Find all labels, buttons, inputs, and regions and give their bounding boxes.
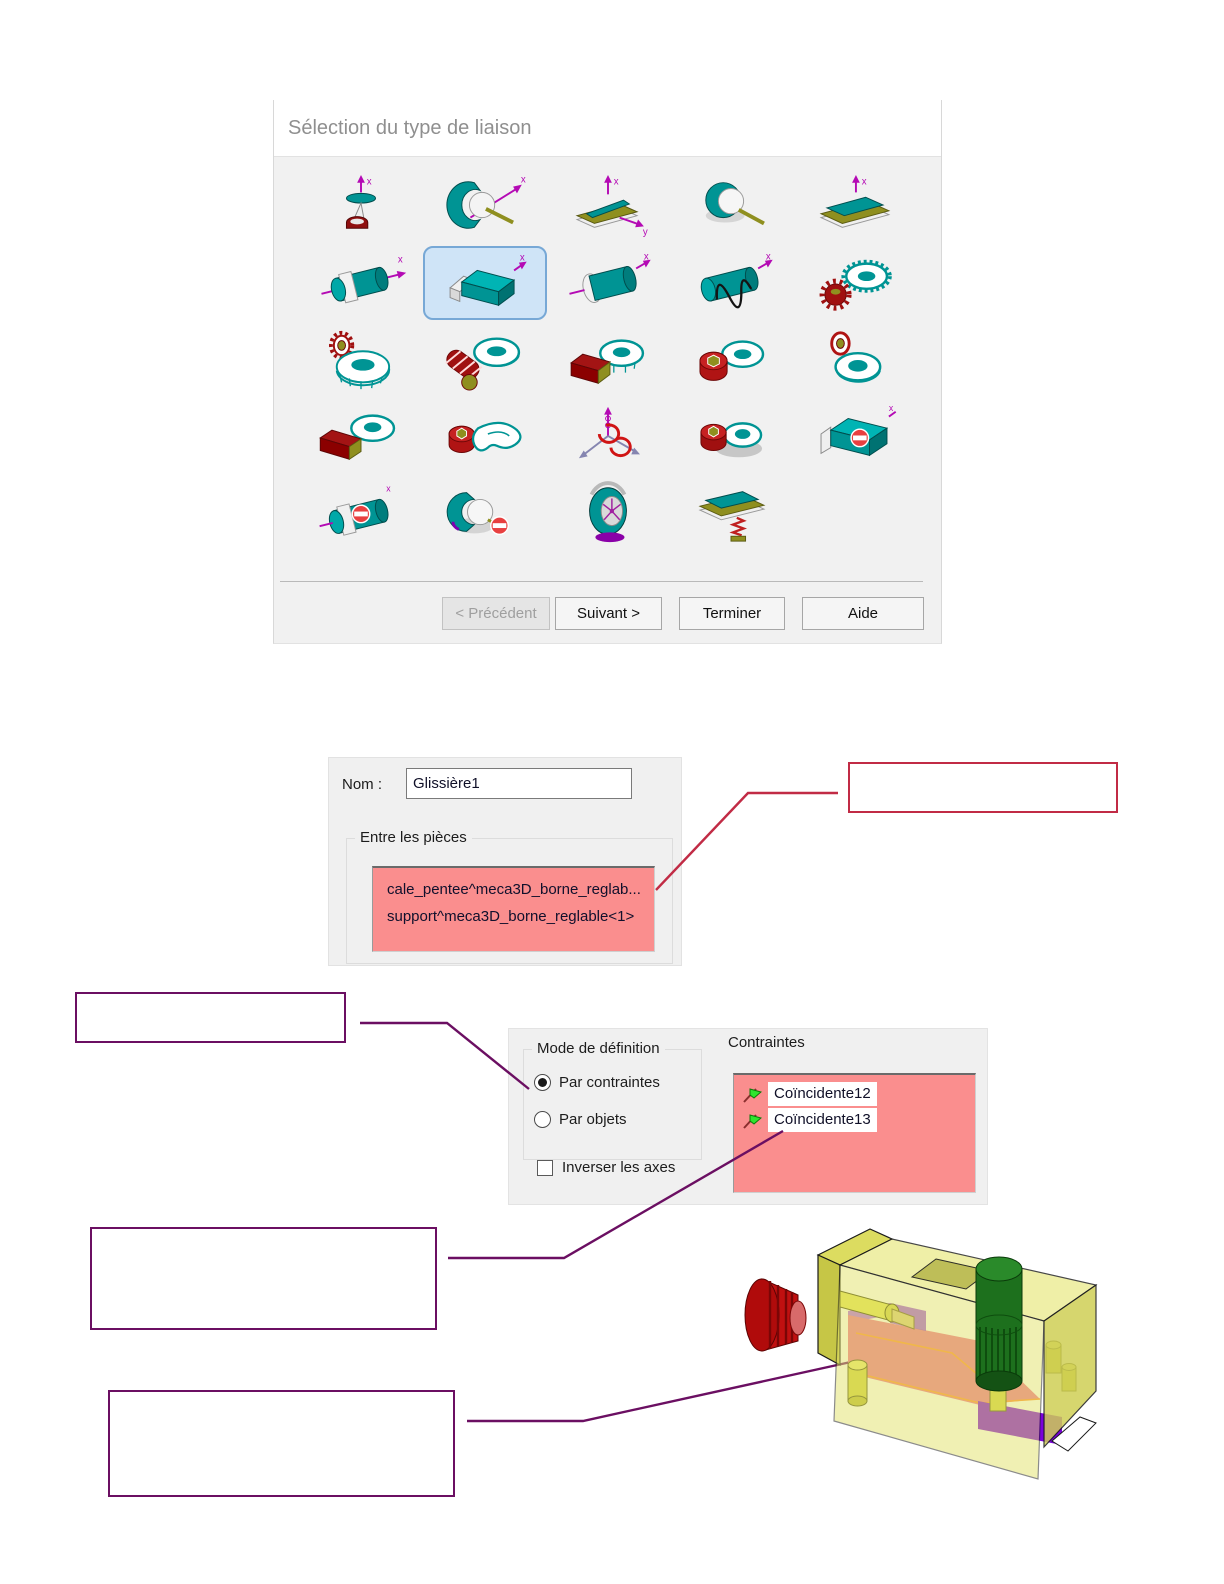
- name-label: Nom :: [342, 776, 383, 793]
- annotation-box-purple-2: [90, 1227, 437, 1330]
- constraint-item[interactable]: [742, 1081, 975, 1107]
- invert-axes-row[interactable]: [537, 1159, 675, 1176]
- link-name-panel: [328, 757, 682, 966]
- svg-text:x: x: [613, 176, 619, 188]
- tile-bevel-gear-pair[interactable]: [300, 324, 422, 396]
- line-contact-joint-icon: [558, 173, 658, 237]
- annotation-box-red: [848, 762, 1118, 813]
- tile-roller-joint[interactable]: [793, 324, 915, 396]
- svg-text:x: x: [521, 174, 526, 186]
- constraint-name[interactable]: Coïncidente13: [768, 1108, 877, 1132]
- worm-gear-pair-icon: [434, 328, 534, 392]
- previous-button[interactable]: < Précédent: [442, 597, 550, 630]
- elastic-support-icon: [681, 481, 781, 545]
- radio-par-objets-label: Par objets: [559, 1111, 627, 1128]
- cam-joint-icon: [681, 328, 781, 392]
- prismatic-joint-icon: [435, 251, 535, 315]
- composite-joint-icon: [558, 403, 658, 467]
- gear-pair-icon: [804, 251, 904, 315]
- wizard-title: Sélection du type de liaison: [274, 100, 941, 157]
- mode-groupbox: [523, 1040, 702, 1160]
- rack-and-pinion-icon: [558, 328, 658, 392]
- constraints-label: Contraintes: [728, 1034, 805, 1051]
- icon-row-4: [300, 397, 915, 473]
- pieces-groupbox: [346, 829, 673, 964]
- liaison-wizard-dialog: [273, 100, 942, 644]
- tile-elastic-support[interactable]: [670, 477, 792, 549]
- tile-rack-and-pinion[interactable]: [547, 324, 669, 396]
- locked-prismatic-joint-icon: [804, 403, 904, 467]
- tile-annular-linear-joint[interactable]: [423, 169, 545, 241]
- planar-joint-icon: [804, 173, 904, 237]
- tile-empty: [793, 477, 915, 549]
- green-cylinder: [976, 1257, 1022, 1391]
- svg-text:x: x: [519, 252, 525, 264]
- pieces-list[interactable]: [372, 866, 655, 952]
- icon-row-1: [300, 167, 915, 243]
- piece-item[interactable]: support^meca3D_borne_reglable<1>: [387, 908, 635, 925]
- tile-crank-joint[interactable]: [670, 399, 792, 471]
- tile-rack-and-ring[interactable]: [300, 399, 422, 471]
- button-separator: [280, 581, 923, 582]
- svg-text:x: x: [397, 254, 403, 266]
- liaison-icon-grid: [300, 167, 915, 553]
- roller-joint-icon: [804, 328, 904, 392]
- radio-par-contraintes[interactable]: [534, 1074, 551, 1091]
- annular-linear-joint-icon: [434, 173, 534, 237]
- radio-row-par-contraintes[interactable]: [534, 1074, 660, 1091]
- name-input[interactable]: [406, 768, 632, 799]
- radio-row-par-objets[interactable]: [534, 1111, 627, 1128]
- tile-locked-prismatic-joint[interactable]: [793, 399, 915, 471]
- tile-prismatic-joint-selected[interactable]: [423, 246, 547, 320]
- point-contact-joint-icon: [311, 173, 411, 237]
- tile-cam-joint[interactable]: [670, 324, 792, 396]
- svg-text:x: x: [386, 483, 391, 494]
- icon-row-3: [300, 323, 915, 397]
- constraint-name[interactable]: Coïncidente12: [768, 1082, 877, 1106]
- pieces-group-title: Entre les pièces: [355, 829, 472, 846]
- crank-joint-icon: [681, 403, 781, 467]
- svg-text:x: x: [643, 251, 649, 263]
- locked-cylindrical-joint-icon: [311, 481, 411, 545]
- svg-text:x: x: [366, 176, 372, 188]
- tile-cylindrical-joint[interactable]: [300, 247, 422, 319]
- purple-connector-line-1: [360, 1023, 529, 1089]
- tile-line-contact-joint[interactable]: [547, 169, 669, 241]
- cylindrical-joint-icon: [311, 251, 411, 315]
- definition-panel: [508, 1028, 988, 1205]
- invert-axes-label: Inverser les axes: [562, 1159, 676, 1176]
- piece-item[interactable]: cale_pentee^meca3D_borne_reglab...: [387, 881, 641, 898]
- svg-text:x: x: [766, 251, 772, 263]
- tile-locked-cylindrical-joint[interactable]: [300, 477, 422, 549]
- icon-row-5: [300, 473, 915, 553]
- svg-text:y: y: [642, 227, 648, 237]
- radio-par-objets[interactable]: [534, 1111, 551, 1128]
- annotation-box-purple-3: [108, 1390, 455, 1497]
- red-connector-line: [656, 793, 838, 890]
- tile-planar-joint[interactable]: [793, 169, 915, 241]
- tile-locked-ball-joint[interactable]: [423, 477, 545, 549]
- constraints-list[interactable]: [733, 1073, 976, 1193]
- tile-point-contact-joint[interactable]: [300, 169, 422, 241]
- rack-and-ring-icon: [311, 403, 411, 467]
- finish-button[interactable]: Terminer: [679, 597, 785, 630]
- slotted-cam-joint-icon: [434, 403, 534, 467]
- annotation-box-purple-1: [75, 992, 346, 1043]
- constraint-item[interactable]: [742, 1107, 975, 1133]
- wizard-body: [274, 157, 941, 643]
- invert-axes-checkbox[interactable]: [537, 1160, 553, 1176]
- help-button[interactable]: Aide: [802, 597, 924, 630]
- tile-helical-joint[interactable]: [670, 247, 792, 319]
- tile-ball-joint[interactable]: [670, 169, 792, 241]
- locked-ball-joint-icon: [434, 481, 534, 545]
- ball-joint-icon: [681, 173, 781, 237]
- radio-par-contraintes-label: Par contraintes: [559, 1074, 660, 1091]
- tile-composite-joint[interactable]: [547, 399, 669, 471]
- assembly-3d-view: [740, 1215, 1110, 1485]
- icon-row-2: [300, 243, 915, 323]
- tile-tire-contact[interactable]: [547, 477, 669, 549]
- green-flag-icon: [742, 1112, 762, 1129]
- tile-revolute-joint[interactable]: [548, 247, 670, 319]
- svg-text:x: x: [888, 403, 894, 413]
- mode-group-title: Mode de définition: [532, 1040, 665, 1057]
- bevel-gear-pair-icon: [311, 328, 411, 392]
- revolute-joint-icon: [559, 251, 659, 315]
- green-flag-icon: [742, 1086, 762, 1103]
- tire-contact-icon: [558, 481, 658, 545]
- svg-text:x: x: [861, 176, 867, 188]
- tile-gear-pair[interactable]: [793, 247, 915, 319]
- tile-slotted-cam-joint[interactable]: [423, 399, 545, 471]
- helical-joint-icon: [681, 251, 781, 315]
- red-knob: [745, 1279, 806, 1351]
- next-button[interactable]: Suivant >: [555, 597, 662, 630]
- tile-worm-gear-pair[interactable]: [423, 324, 545, 396]
- translucent-housing: [834, 1239, 1096, 1479]
